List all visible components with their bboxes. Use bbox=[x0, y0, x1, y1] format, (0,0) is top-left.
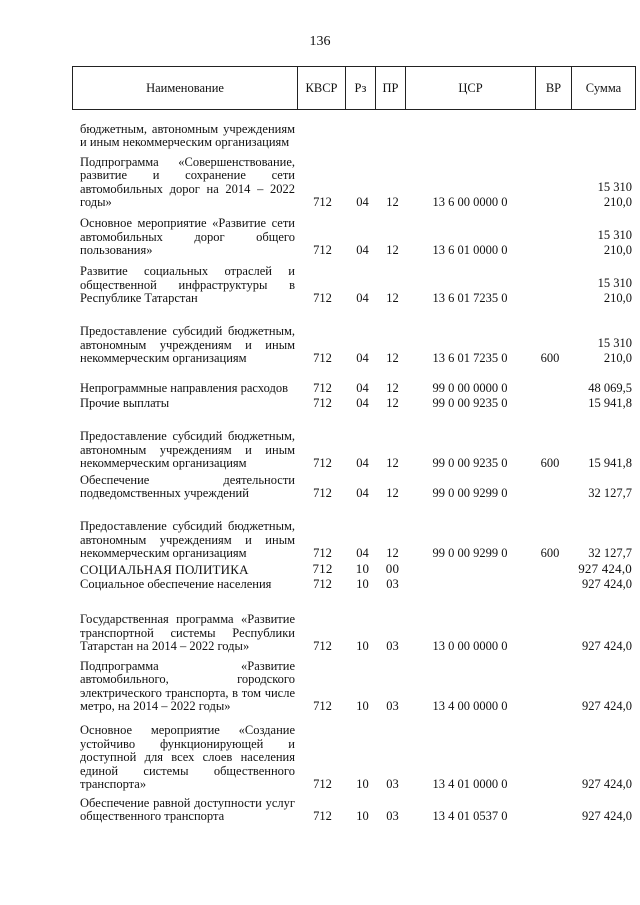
row-kvsr: 712 bbox=[313, 456, 332, 470]
table-row bbox=[80, 561, 636, 577]
header-name: Наименование bbox=[73, 67, 298, 109]
table-row bbox=[80, 210, 636, 258]
header-pr: ПР bbox=[376, 67, 406, 109]
row-rz: 10 bbox=[356, 699, 369, 713]
page-number: 136 bbox=[309, 34, 331, 49]
row-sum: 48 069,5 bbox=[588, 381, 632, 395]
table-row bbox=[80, 306, 636, 366]
row-pr: 03 bbox=[386, 777, 399, 791]
row-kvsr: 712 bbox=[313, 243, 332, 257]
row-pr: 12 bbox=[386, 486, 399, 500]
row-sum: 15 310 210,0 bbox=[597, 180, 632, 209]
row-sum: 15 941,8 bbox=[588, 456, 632, 470]
row-rz: 04 bbox=[356, 195, 369, 209]
row-kvsr: 712 bbox=[313, 195, 332, 209]
row-name: Непрограммные направления расходов bbox=[80, 381, 288, 396]
row-name: Подпрограмма «Совершенствование, развитие и сохранение сети автомобильных дорог на 2014 – 2022 годы» bbox=[80, 154, 295, 210]
row-name: Обеспечение равной доступности услуг общественного транспорта bbox=[80, 795, 295, 824]
table-header bbox=[72, 66, 636, 110]
row-kvsr: 712 bbox=[312, 561, 333, 576]
row-pr: 12 bbox=[386, 381, 399, 395]
row-pr: 12 bbox=[386, 456, 399, 470]
row-csr: 99 0 00 9299 0 bbox=[432, 486, 508, 500]
row-csr: 13 6 00 0000 0 bbox=[432, 195, 508, 209]
row-sum: 927 424,0 bbox=[582, 777, 632, 791]
row-pr: 03 bbox=[386, 639, 399, 653]
row-kvsr: 712 bbox=[313, 809, 332, 823]
row-sum: 15 310 210,0 bbox=[597, 336, 632, 365]
row-sum: 15 310 210,0 bbox=[597, 276, 632, 305]
table-row bbox=[80, 396, 636, 411]
row-pr: 03 bbox=[386, 699, 399, 713]
row-csr: 99 0 00 9235 0 bbox=[432, 396, 508, 410]
row-rz: 10 bbox=[356, 577, 369, 591]
row-kvsr: 712 bbox=[313, 396, 332, 410]
row-pr: 00 bbox=[385, 561, 400, 576]
row-kvsr: 712 bbox=[313, 486, 332, 500]
row-kvsr: 712 bbox=[313, 577, 332, 591]
row-name: бюджетным, автономным учреждениям и иным некоммерческим организациям bbox=[80, 121, 295, 150]
table-row bbox=[80, 366, 636, 396]
row-csr: 13 6 01 0000 0 bbox=[432, 243, 508, 257]
row-name: Предоставление субсидий бюджетным, автономным учреждениям и иным некоммерческим организациям bbox=[80, 324, 295, 366]
row-csr: 99 0 00 9235 0 bbox=[432, 456, 508, 470]
row-csr: 99 0 00 9299 0 bbox=[432, 546, 508, 560]
row-pr: 12 bbox=[386, 546, 399, 560]
row-pr: 12 bbox=[386, 396, 399, 410]
row-sum: 927 424,0 bbox=[582, 577, 632, 591]
header-vr: ВР bbox=[536, 67, 572, 109]
row-csr: 13 6 01 7235 0 bbox=[432, 351, 508, 365]
row-kvsr: 712 bbox=[313, 291, 332, 305]
row-sum: 15 310 210,0 bbox=[597, 228, 632, 257]
row-pr: 03 bbox=[386, 809, 399, 823]
table-row bbox=[80, 714, 636, 792]
row-name: Развитие социальных отраслей и общественной инфраструктуры в Республике Татарстан bbox=[80, 264, 295, 306]
row-vr: 600 bbox=[540, 351, 560, 365]
row-pr: 12 bbox=[386, 351, 399, 365]
row-csr: 13 0 00 0000 0 bbox=[432, 639, 508, 653]
table-row bbox=[80, 411, 636, 471]
row-sum: 32 127,7 bbox=[588, 546, 632, 560]
row-vr: 600 bbox=[540, 546, 560, 560]
table-row bbox=[80, 592, 636, 654]
header-rz: Рз bbox=[346, 67, 376, 109]
table-body bbox=[80, 110, 636, 824]
row-rz: 04 bbox=[356, 291, 369, 305]
row-name: Основное мероприятие «Создание устойчиво функционирующей и доступной для всех слоев населения единой системы общественного транспорта» bbox=[80, 723, 295, 792]
header-sum: Сумма bbox=[585, 80, 622, 95]
row-kvsr: 712 bbox=[313, 777, 332, 791]
row-sum: 927 424,0 bbox=[582, 699, 632, 713]
row-kvsr: 712 bbox=[313, 381, 332, 395]
row-name: Прочие выплаты bbox=[80, 396, 170, 411]
row-sum: 927 424,0 bbox=[578, 561, 632, 576]
table-row bbox=[80, 110, 636, 150]
row-rz: 04 bbox=[356, 456, 369, 470]
row-kvsr: 712 bbox=[313, 699, 332, 713]
row-name: СОЦИАЛЬНАЯ ПОЛИТИКА bbox=[80, 562, 249, 578]
row-rz: 04 bbox=[356, 546, 369, 560]
row-rz: 10 bbox=[356, 809, 369, 823]
row-name: Социальное обеспечение населения bbox=[80, 577, 272, 592]
row-rz: 04 bbox=[356, 486, 369, 500]
row-sum: 927 424,0 bbox=[582, 809, 632, 823]
row-rz: 04 bbox=[356, 351, 369, 365]
row-kvsr: 712 bbox=[313, 546, 332, 560]
row-rz: 04 bbox=[356, 381, 369, 395]
table-row bbox=[80, 471, 636, 501]
row-name: Предоставление субсидий бюджетным, автономным учреждениям и иным некоммерческим организациям bbox=[80, 519, 295, 561]
row-name: Предоставление субсидий бюджетным, автономным учреждениям и иным некоммерческим организациям bbox=[80, 429, 295, 471]
table-row bbox=[80, 501, 636, 561]
row-pr: 12 bbox=[386, 243, 399, 257]
row-name: Государственная программа «Развитие транспортной системы Республики Татарстан на 2014 – 2022 годы» bbox=[80, 612, 295, 654]
row-rz: 04 bbox=[356, 243, 369, 257]
row-csr: 99 0 00 0000 0 bbox=[432, 381, 508, 395]
row-csr: 13 4 01 0000 0 bbox=[432, 777, 508, 791]
row-pr: 12 bbox=[386, 195, 399, 209]
row-name: Подпрограмма «Развитие автомобильного, городского электрического транспорта, в том числе метро, на 2014 – 2022 годы» bbox=[80, 658, 295, 714]
header-csr: ЦСР bbox=[406, 67, 536, 109]
row-vr: 600 bbox=[540, 456, 560, 470]
table-row bbox=[80, 258, 636, 306]
row-sum: 32 127,7 bbox=[588, 486, 632, 500]
row-pr: 03 bbox=[386, 577, 399, 591]
table-row bbox=[80, 654, 636, 714]
row-kvsr: 712 bbox=[313, 351, 332, 365]
row-sum: 15 941,8 bbox=[588, 396, 632, 410]
row-csr: 13 4 00 0000 0 bbox=[432, 699, 508, 713]
table-row bbox=[80, 150, 636, 210]
row-rz: 10 bbox=[356, 777, 369, 791]
row-name: Основное мероприятие «Развитие сети автомобильных дорог общего пользования» bbox=[80, 216, 295, 258]
table-row bbox=[80, 577, 636, 592]
row-rz: 10 bbox=[356, 639, 369, 653]
header-kvsr: КВСР bbox=[298, 67, 346, 109]
table-row bbox=[80, 792, 636, 824]
row-sum: 927 424,0 bbox=[582, 639, 632, 653]
row-csr: 13 6 01 7235 0 bbox=[432, 291, 508, 305]
row-rz: 04 bbox=[356, 396, 369, 410]
row-pr: 12 bbox=[386, 291, 399, 305]
row-rz: 10 bbox=[355, 561, 370, 576]
row-kvsr: 712 bbox=[313, 639, 332, 653]
row-csr: 13 4 01 0537 0 bbox=[432, 809, 508, 823]
row-name: Обеспечение деятельности подведомственных учреждений bbox=[80, 472, 295, 501]
